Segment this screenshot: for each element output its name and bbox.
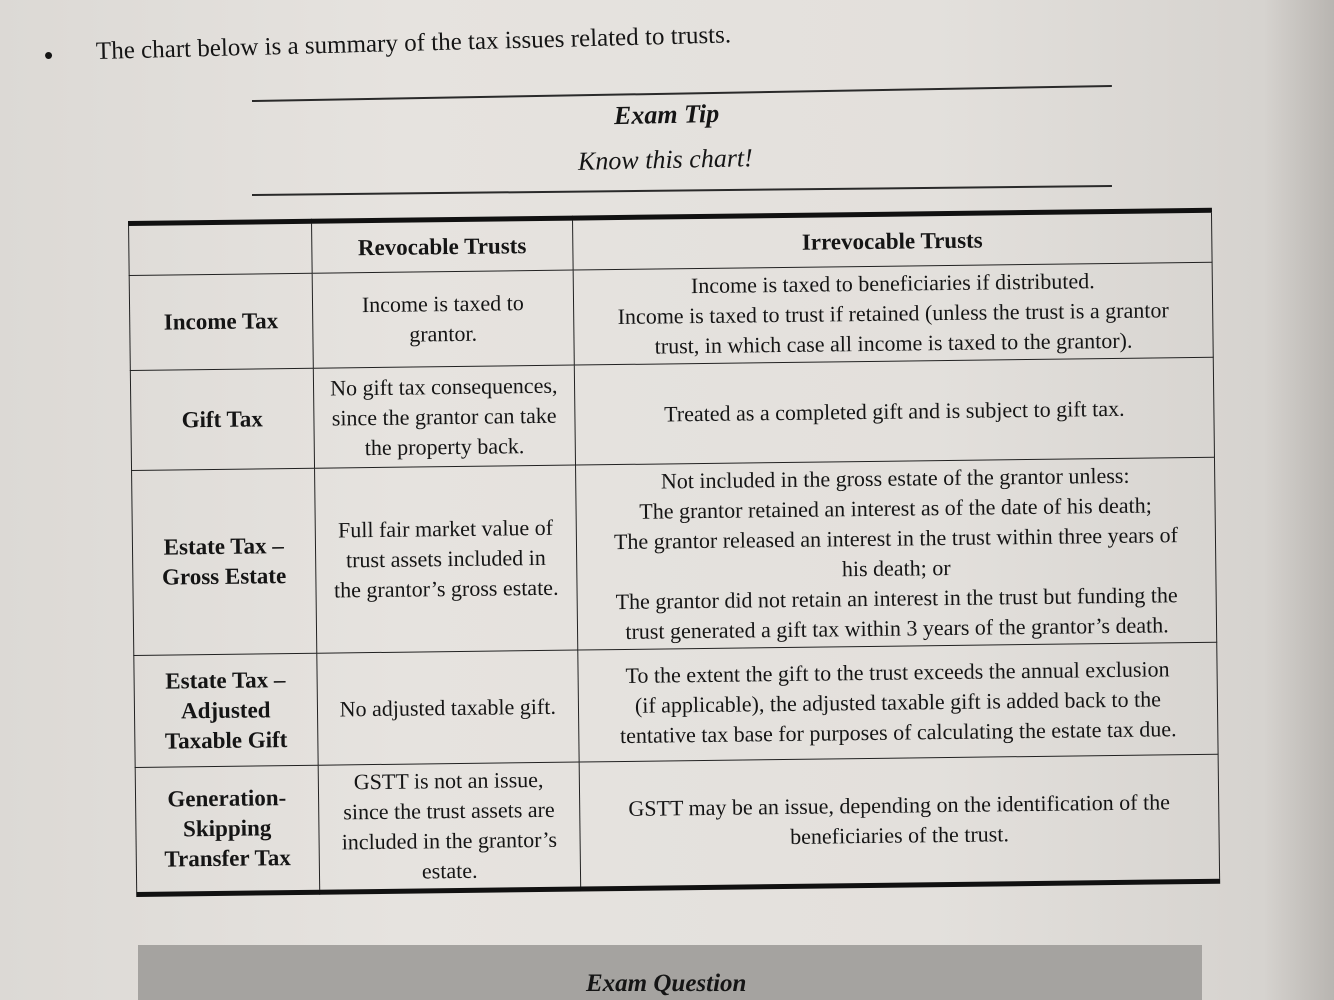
cell-text-line: estate. — [421, 857, 478, 884]
irrevocable-cell — [579, 754, 1220, 889]
cell-text-line: since the grantor can take — [331, 402, 557, 431]
row-label-cell — [129, 273, 313, 370]
cell-text-line: Income is taxed to trust if retained (unless the trust is a grantor — [617, 297, 1169, 330]
exam-tip-subtitle: Know this chart! — [577, 143, 754, 176]
cell-text-line: No gift tax consequences, — [330, 372, 558, 401]
table-header-revocable: Revocable Trusts — [311, 218, 573, 273]
cell-text-line: trust, in which case all income is taxed to the grantor). — [654, 327, 1133, 359]
cell-text-line: beneficiaries of the trust. — [790, 821, 1010, 849]
cell-text-line: the property back. — [364, 432, 525, 460]
revocable-cell — [316, 650, 579, 765]
cell-text-line: GSTT may be an issue, depending on the identification of the — [628, 789, 1171, 821]
irrevocable-cell — [578, 642, 1218, 762]
cell-text-line: Taxable Gift — [164, 726, 288, 754]
cell-text-line: GSTT is not an issue, — [353, 766, 544, 795]
cell-text-line: Treated as a completed gift and is subject to gift tax. — [663, 395, 1125, 426]
cell-text-line: trust generated a gift tax within 3 years of the grantor’s death. — [625, 612, 1169, 644]
trust-tax-table — [128, 208, 1220, 897]
cell-text-line: Income is taxed to — [361, 290, 524, 318]
table-row — [129, 262, 1213, 370]
cell-text-line: Not included in the gross estate of the grantor unless: — [660, 462, 1130, 494]
table-header-irrevocable: Irrevocable Trusts — [572, 210, 1212, 270]
table-row — [134, 642, 1218, 767]
cell-text-line: The grantor released an interest in the trust within three years of — [613, 522, 1178, 555]
exam-tip-bottom-rule — [252, 185, 1112, 196]
cell-text-line: Generation- — [167, 785, 287, 812]
revocable-cell — [314, 465, 578, 653]
row-label-cell — [132, 468, 317, 655]
revocable-cell — [312, 270, 575, 368]
cell-text-line: Full fair market value of — [337, 514, 554, 543]
cell-text-line: Gift Tax — [181, 405, 263, 432]
row-label-cell — [134, 653, 318, 767]
cell-text-line: Gross Estate — [161, 563, 287, 590]
cell-text-line: grantor. — [409, 320, 478, 347]
table-row — [130, 357, 1214, 470]
irrevocable-cell — [575, 457, 1216, 650]
cell-text-line: trust assets included in — [345, 544, 546, 573]
bullet-icon: • — [44, 40, 54, 70]
table-header-blank — [129, 221, 312, 275]
revocable-cell — [318, 762, 581, 892]
cell-text-line: Adjusted — [180, 696, 271, 723]
cell-text-line: The grantor retained an interest as of the date of his death; — [639, 492, 1152, 524]
cell-text-line: The grantor did not retain an interest in the trust but funding the — [615, 582, 1178, 615]
cell-text-line: the grantor’s gross estate. — [333, 574, 559, 603]
exam-tip-title: Exam Tip — [613, 98, 720, 131]
cell-text-line: To the extent the gift to the trust exceeds the annual exclusion — [625, 655, 1170, 688]
cell-text-line: Income Tax — [163, 308, 279, 335]
table-body — [129, 262, 1219, 894]
cell-text-line: included in the grantor’s — [341, 826, 558, 855]
table-row — [132, 457, 1217, 655]
cell-text-line: Skipping — [182, 815, 272, 842]
cell-text-line: tentative tax base for purposes of calculating the estate tax due. — [619, 715, 1177, 748]
table-row — [135, 754, 1219, 894]
cell-text-line: No adjusted taxable gift. — [339, 693, 557, 721]
cell-text-line: Income is taxed to beneficiaries if distributed. — [690, 268, 1095, 299]
cell-text-line: (if applicable), the adjusted taxable gift is added back to the — [634, 685, 1162, 718]
row-label-cell — [130, 368, 314, 470]
exam-question-label: Exam Question — [586, 970, 747, 997]
cell-text-line: Estate Tax – — [165, 666, 286, 694]
page-edge-shadow — [1264, 0, 1334, 1000]
revocable-cell — [313, 365, 576, 468]
cell-text-line: since the trust assets are — [343, 796, 555, 825]
cell-text-line: his death; or — [841, 554, 951, 582]
irrevocable-cell — [574, 357, 1214, 465]
trust-tax-table-wrapper — [128, 208, 1220, 897]
cell-text-line: Estate Tax – — [163, 533, 284, 560]
cell-text-line: Transfer Tax — [164, 845, 291, 872]
irrevocable-cell — [573, 262, 1213, 365]
row-label-cell — [135, 765, 319, 894]
intro-text: The chart below is a summary of the tax issues related to trusts. — [95, 21, 732, 65]
